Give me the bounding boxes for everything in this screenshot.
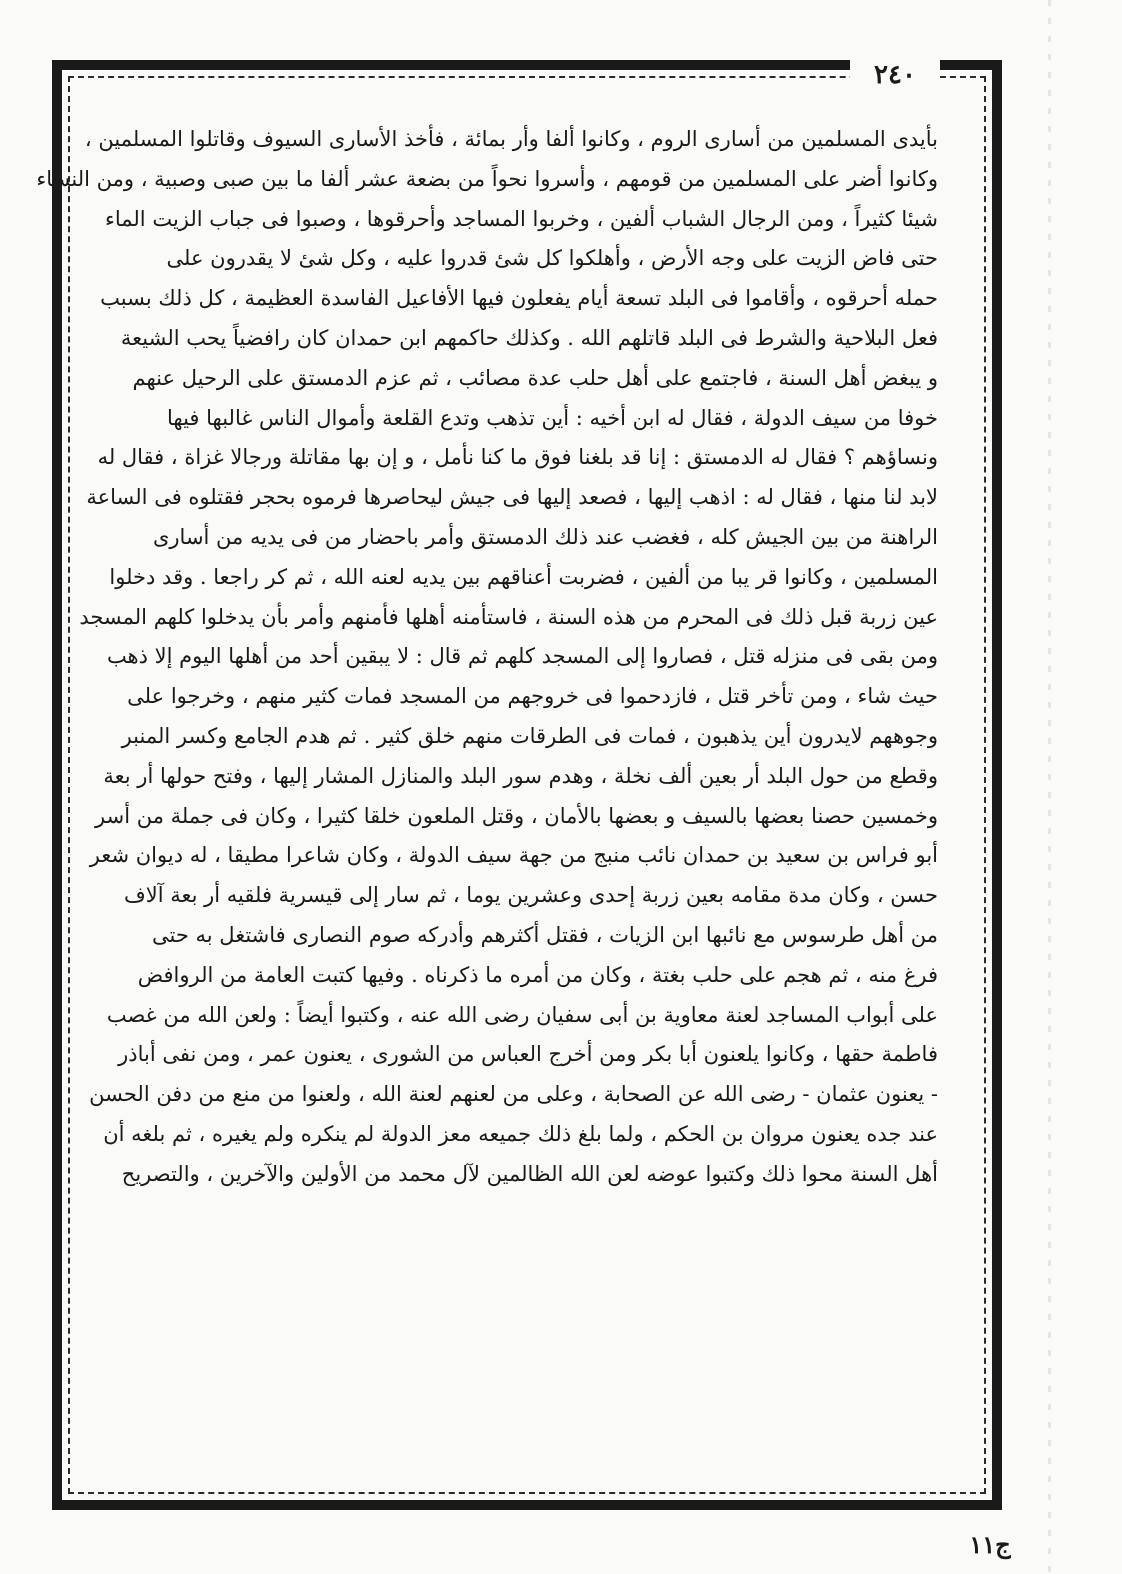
- text-line: فعل البلاحية والشرط فى البلد قاتلهم الله . وكذلك حاكمهم ابن حمدان كان رافضياً يحب الشيعة: [120, 325, 938, 350]
- text-line: عند جده يعنون مروان بن الحكم ، ولما بلغ ذلك جميعه معز الدولة لم ينكره ولم يغيره ، ثم بلغه أن: [103, 1121, 938, 1146]
- text-line: و يبغض أهل السنة ، فاجتمع على أهل حلب عدة مصائب ، ثم عزم الدمستق على الرحيل عنهم: [132, 365, 938, 390]
- text-line: عين زربة قبل ذلك فى المحرم من هذه السنة ، فاستأمنه أهلها فأمنهم وأمر بأن يدخلوا كلهم المسجد: [79, 604, 938, 629]
- text-line: على أبواب المساجد لعنة معاوية بن أبى سفيان رضى الله عنه ، وكتبوا أيضاً : ولعن الله من غصب: [106, 1002, 938, 1027]
- page-edge-mark: [1048, 0, 1051, 1574]
- text-line: لابد لنا منها ، فقال له : اذهب إليها ، فصعد إليها فى جيش ليحاصرها فرموه بحجر فقتلوه فى الساعة: [86, 485, 938, 510]
- text-line: وخمسين حصنا بعضها بالسيف و بعضها بالأمان ، وقتل الملعون خلقا كثيرا ، وكان فى جملة من أسر: [95, 803, 938, 828]
- text-line: من أهل طرسوس مع نائبها ابن الزيات ، فقتل أكثرهم وأدركه صوم النصارى فاشتغل به حتى: [152, 922, 938, 947]
- text-line: بأيدى المسلمين من أسارى الروم ، وكانوا ألفا وأر بمائة ، فأخذ الأسارى السيوف وقاتلوا المسلمين ،: [84, 127, 938, 151]
- text-line: حيث شاء ، ومن تأخر قتل ، فازدحموا فى خروجهم من المسجد فمات كثير منهم ، وخرجوا على: [127, 684, 938, 709]
- text-line: وقطع من حول البلد أر بعين ألف نخلة ، وهدم سور البلد والمنازل المشار إليها ، وفتح حولها أر بعة: [103, 763, 938, 788]
- text-line: أهل السنة محوا ذلك وكتبوا عوضه لعن الله الظالمين لآل محمد من الأولين والآخرين ، والتصريح: [121, 1161, 938, 1186]
- text-line: - يعنون عثمان - رضى الله عن الصحابة ، وعلى من لعنهم لعنة الله ، ولعنوا من منع من دفن الحسن: [89, 1082, 938, 1107]
- volume-mark: ج١١: [969, 1530, 1011, 1559]
- text-line: حمله أحرقوه ، وأقاموا فى البلد تسعة أيام يفعلون فيها الأفاعيل الفاسدة العظيمة ، كل ذلك بسبب: [100, 286, 938, 311]
- page-text: [36, 120, 938, 1450]
- page-number: ٢٤٠: [850, 58, 940, 92]
- text-line: ونساؤهم ؟ فقال له الدمستق : إنا قد بلغنا فوق ما كنا نأمل ، و إن بها مقاتلة ورجالا غزاة ، فقال له: [97, 445, 938, 470]
- text-line: أبو فراس بن سعيد بن حمدان نائب منبج من جهة سيف الدولة ، وكان شاعرا مطيقا ، له ديوان شعر: [89, 843, 938, 868]
- text-line: ومن بقى فى منزله قتل ، فصاروا إلى المسجد كلهم ثم قال : لا يبقين أحد من أهلها اليوم إلا ذهب: [106, 644, 938, 669]
- text-line: خوفا من سيف الدولة ، فقال له ابن أخيه : أين تذهب وتدع القلعة وأموال الناس غالبها فيها: [167, 405, 938, 430]
- text-line: حسن ، وكان مدة مقامه بعين زربة إحدى وعشرين يوما ، ثم سار إلى قيسرية فلقيه أر بعة آلاف: [123, 883, 938, 908]
- text-line: وجوههم لايدرون أين يذهبون ، فمات فى الطرقات منهم خلق كثير . ثم هدم الجامع وكسر المنبر: [121, 723, 938, 748]
- text-line: وكانوا أضر على المسلمين من قومهم ، وأسروا نحواً من بضعة عشر ألفا ما بين صبى وصبية ، ومن النساء: [36, 166, 938, 191]
- text-line: الراهنة من بين الجيش كله ، فغضب عند ذلك الدمستق وأمر باحضار من فى يديه من أسارى: [152, 524, 938, 549]
- text-line: فاطمة حقها ، وكانوا يلعنون أبا بكر ومن أخرج العباس من الشورى ، يعنون عمر ، ومن نفى أباذر: [118, 1042, 938, 1067]
- text-line: المسلمين ، وكانوا قر يبا من ألفين ، فضربت أعناقهم بين يديه لعنه الله ، ثم كر راجعا . وقد دخلوا: [109, 564, 938, 589]
- text-line: فرغ منه ، ثم هجم على حلب بغتة ، وكان من أمره ما ذكرناه . وفيها كتبت العامة من الروافض: [137, 962, 938, 987]
- text-line: شيئا كثيراً ، ومن الرجال الشباب ألفين ، وخربوا المساجد وأحرقوها ، وصبوا فى جباب الزيت الماء: [105, 206, 938, 231]
- text-line: حتى فاض الزيت على وجه الأرض ، وأهلكوا كل شئ قدروا عليه ، وكل شئ لا يقدرون على: [166, 246, 938, 271]
